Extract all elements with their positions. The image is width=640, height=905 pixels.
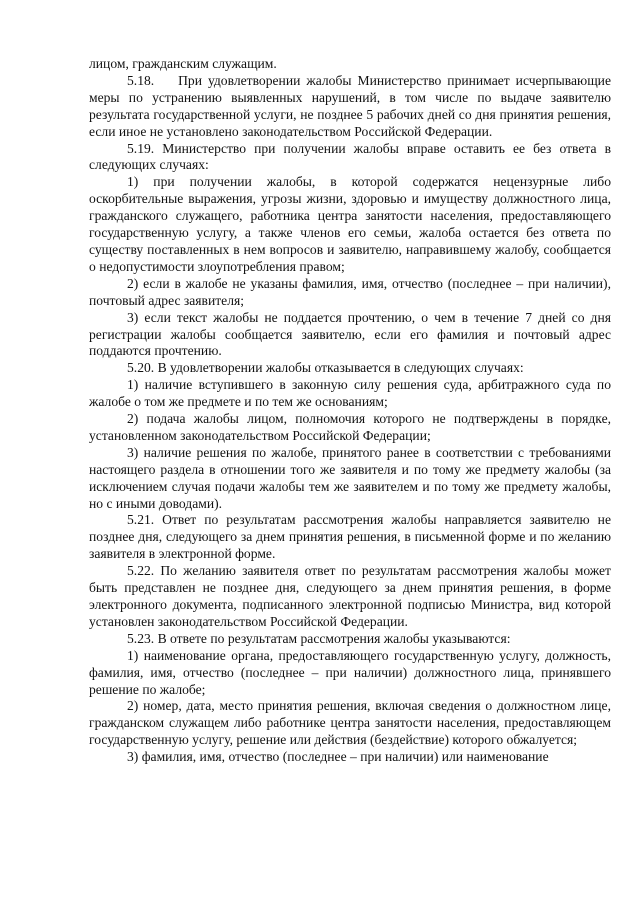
paragraph-p03: 1) при получении жалобы, в которой содержатся нецензурные либо оскорбительные выражения, угрозы жизни, здоровью и имуществу должностного лица, гражданского служащего, работника центра занятости населения, предоставляющего государственную услугу, а также членов его семьи, жалоба остается без ответа по существу поставленных в нем вопросов и заявителю, направившему жалобу, сообщается о недопустимости злоупотребления правом; [89,174,611,274]
paragraph-p14: 2) номер, дата, место принятия решения, включая сведения о должностном лице, гражданском служащем либо работнике центра занятости населения, предоставляющем государственную услугу, решение или действия (бездействие) которого обжалуется; [89,698,611,748]
paragraph-p08: 2) подача жалобы лицом, полномочия которого не подтверждены в порядке, установленном законодательством Российской Федерации; [89,411,611,443]
paragraph-p04: 2) если в жалобе не указаны фамилия, имя, отчество (последнее – при наличии), почтовый адрес заявителя; [89,275,611,308]
paragraph-p11: 5.22. По желанию заявителя ответ по результатам рассмотрения жалобы может быть представлен не позднее дня, следующего за днем принятия решения, в форме электронного документа, подписанного электронной подписью Министра, вид которой установлен законодательством Российской Федерации. [89,563,611,629]
paragraph-p12: 5.23. В ответе по результатам рассмотрения жалобы указываются: [127,630,511,646]
paragraph-p15: 3) фамилия, имя, отчество (последнее – при наличии) или наименование [127,749,549,765]
paragraph-p05: 3) если текст жалобы не поддается прочтению, о чем в течение 7 дней со дня регистрации жалобы сообщается заявителю, если его фамилия и почтовый адрес поддаются прочтению. [89,309,611,359]
paragraph-p01: 5.18. При удовлетворении жалобы Министерство принимает исчерпывающие меры по устранению выявленных нарушений, в том числе по выдаче заявителю результата государственной услуги, не позднее 5 рабочих дней со дня принятия решения, если иное не установлено законодательством Российской Федерации. [89,72,611,139]
paragraph-p13: 1) наименование органа, предоставляющего государственную услугу, должность, фамилия, имя, отчество (последнее – при наличии) должностного лица, принявшего решение по жалобе; [89,647,611,697]
paragraph-p07: 1) наличие вступившего в законную силу решения суда, арбитражного суда по жалобе о том же предмете и по тем же основаниям; [89,377,611,410]
paragraph-p10: 5.21. Ответ по результатам рассмотрения жалобы направляется заявителю не позднее дня, следующего за днем принятия решения, в письменной форме и по желанию заявителя в электронной форме. [89,512,611,562]
paragraph-p06: 5.20. В удовлетворении жалобы отказывается в следующих случаях: [127,360,524,376]
paragraph-p09: 3) наличие решения по жалобе, принятого ранее в соответствии с требованиями настоящего раздела в отношении того же заявителя и по тому же предмету жалобы (за исключением случая подачи жалобы тем же заявителем и по тому же предмету жалобы, но с иными доводами). [89,444,611,511]
paragraph-p02: 5.19. Министерство при получении жалобы вправе оставить ее без ответа в следующих случаях: [89,140,611,173]
document-body [89,56,611,766]
paragraph-p00: лицом, гражданским служащим. [89,56,277,71]
